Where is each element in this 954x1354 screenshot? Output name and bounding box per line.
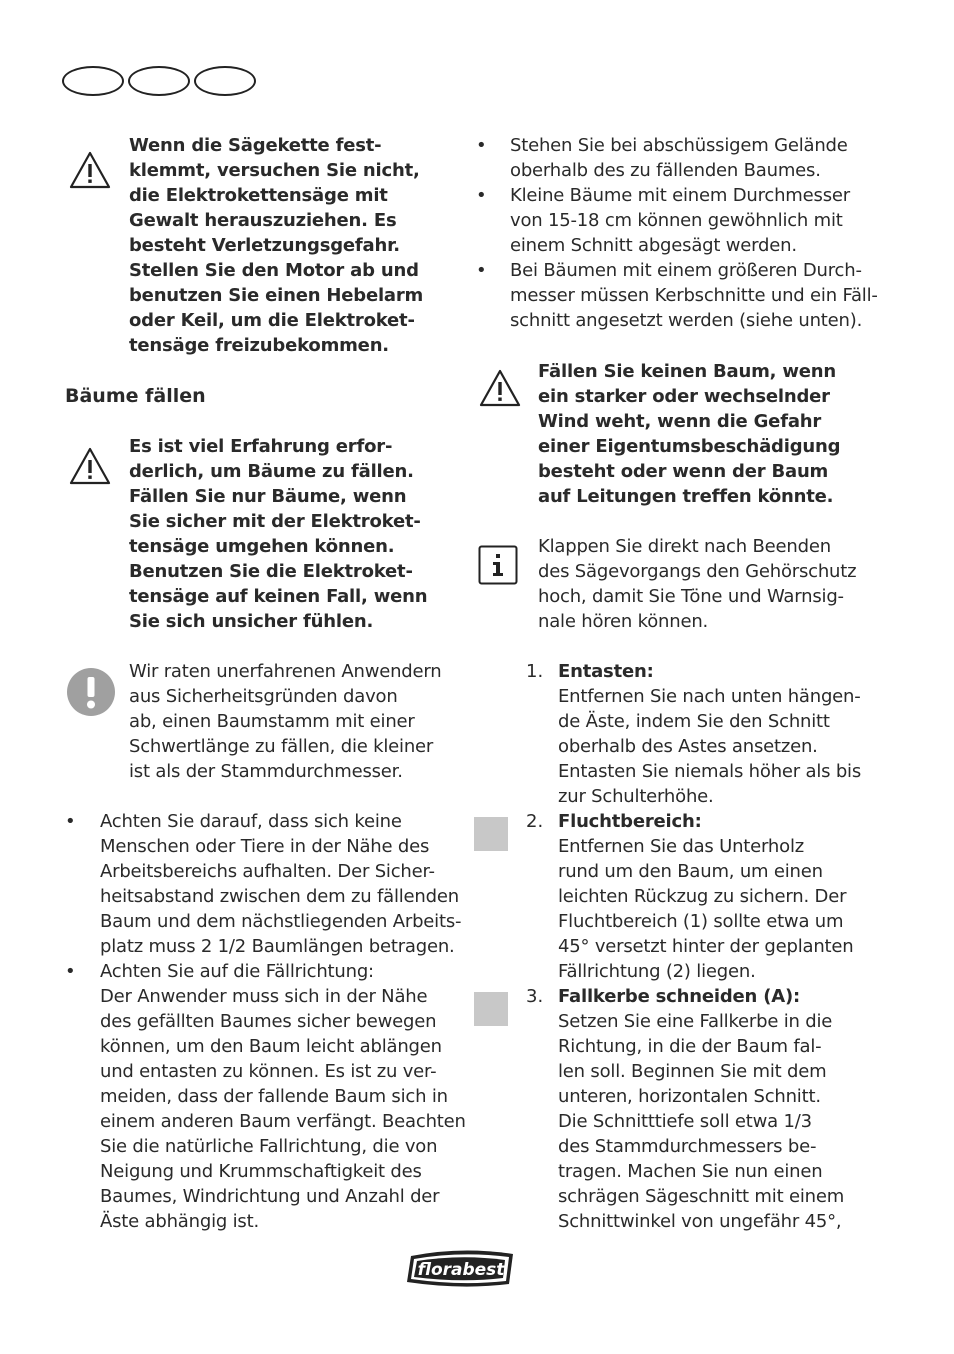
- bullet-text-large-trees: Bei Bäumen mit einem größeren Durch- messer müssen Kerbschnitte und ein Fäll- schnitt angesetzt werden (siehe unten).: [510, 260, 878, 331]
- step-felling-notch: Fallkerbe schneiden (A): Setzen Sie eine Fallkerbe in die Richtung, in die der Baum fal- len soll. Beginnen Sie mit dem unteren, horizontalen Schnitt. Die Schnitttiefe soll etwa 1/3 des Stammdurchmessers be- tragen. Machen Sie nun einen schrägen Sägeschnitt mit einem Schnittwinkel von ungefähr 45°,: [558, 986, 845, 1232]
- step-number: 2.: [526, 811, 544, 832]
- language-oval-1: [62, 66, 124, 96]
- warning-text-experience: Es ist viel Erfahrung erfor- derlich, um Bäume zu fällen. Fällen Sie nur Bäume, wenn Sie sicher mit der Elektroket- tensäge umgehen können. Benutzen Sie die Elektroket- tensäge auf keinen Fall, wenn Sie sich unsicher fühlen.: [129, 436, 428, 632]
- figure-placeholder-box: [474, 817, 508, 851]
- bullet-text-felling-direction: Achten Sie auf die Fällrichtung: Der Anwender muss sich in der Nähe des gefällten Baumes sicher bewegen können, um den Baum leicht ablängen und entasten zu können. Es ist zu ver- meiden, dass der fallende Baum sich in einem anderen Baum verfängt. Beachten Sie die natürliche Fallrichtung, die von Neigung und Krummschaftigkeit des Baumes, Windrichtung und Anzahl der Äste abhängig ist.: [100, 961, 466, 1232]
- warning-icon: [68, 150, 112, 190]
- step-escape-area: Fluchtbereich: Entfernen Sie das Unterholz rund um den Baum, um einen leichten Rückzug zu sichern. Der Fluchtbereich (1) sollte etwa um 45° versetzt hinter der geplanten Fällrichtung (2) liegen.: [558, 811, 854, 982]
- bullet-dot: •: [476, 185, 487, 206]
- svg-text:florabest: florabest: [417, 1260, 505, 1280]
- warning-text-wind: Fällen Sie keinen Baum, wenn ein starker oder wechselnder Wind weht, wenn die Gefahr einer Eigentumsbeschädigung besteht oder wenn der Baum auf Leitungen treffen könnte.: [538, 361, 841, 507]
- step-number: 1.: [526, 661, 544, 682]
- bullet-dot: •: [65, 961, 76, 982]
- figure-placeholder-box: [474, 992, 508, 1026]
- bullet-dot: •: [476, 135, 487, 156]
- info-text-ear-protection: Klappen Sie direkt nach Beenden des Sägevorgangs den Gehörschutz hoch, damit Sie Töne und Warnsig- nale hören können.: [538, 536, 857, 632]
- florabest-logo: [405, 1248, 517, 1288]
- bullet-dot: •: [476, 260, 487, 281]
- section-heading: Bäume fällen: [65, 385, 206, 407]
- exclamation-note-icon: [66, 667, 116, 717]
- bullet-text-slope: Stehen Sie bei abschüssigem Gelände oberhalb des zu fällenden Baumes.: [510, 135, 848, 181]
- language-oval-2: [128, 66, 190, 96]
- warning-text-stuck-chain: Wenn die Sägekette fest- klemmt, versuchen Sie nicht, die Elektrokettensäge mit Gewalt herauszuziehen. Es besteht Verletzungsgefahr. Stellen Sie den Motor ab und benutzen Sie einen Hebelarm oder Keil, um die Elektroket- tensäge freizubekommen.: [129, 135, 424, 356]
- note-text: Wir raten unerfahrenen Anwendern aus Sicherheitsgründen davon ab, einen Baumstamm mit einer Schwertlänge zu fällen, die kleiner ist als der Stammdurchmesser.: [129, 661, 442, 782]
- bullet-text-small-trees: Kleine Bäume mit einem Durchmesser von 15-18 cm können gewöhnlich mit einem Schnitt abgesägt werden.: [510, 185, 850, 256]
- warning-icon: [478, 368, 522, 408]
- language-ovals: [62, 66, 256, 98]
- step-delimbing: Entasten: Entfernen Sie nach unten hängen- de Äste, indem Sie den Schnitt oberhalb des Astes ansetzen. Entasten Sie niemals höher als bis zur Schulterhöhe.: [558, 661, 862, 807]
- warning-icon: [68, 446, 112, 486]
- step-number: 3.: [526, 986, 544, 1007]
- language-oval-3: [194, 66, 256, 96]
- info-icon: [478, 545, 518, 585]
- bullet-dot: •: [65, 811, 76, 832]
- bullet-text-bystanders: Achten Sie darauf, dass sich keine Menschen oder Tiere in der Nähe des Arbeitsbereichs aufhalten. Der Sicher- heitsabstand zwischen dem zu fällenden Baum und dem nächstliegenden Arbeits- platz muss 2 1/2 Baumlängen betragen.: [100, 811, 462, 957]
